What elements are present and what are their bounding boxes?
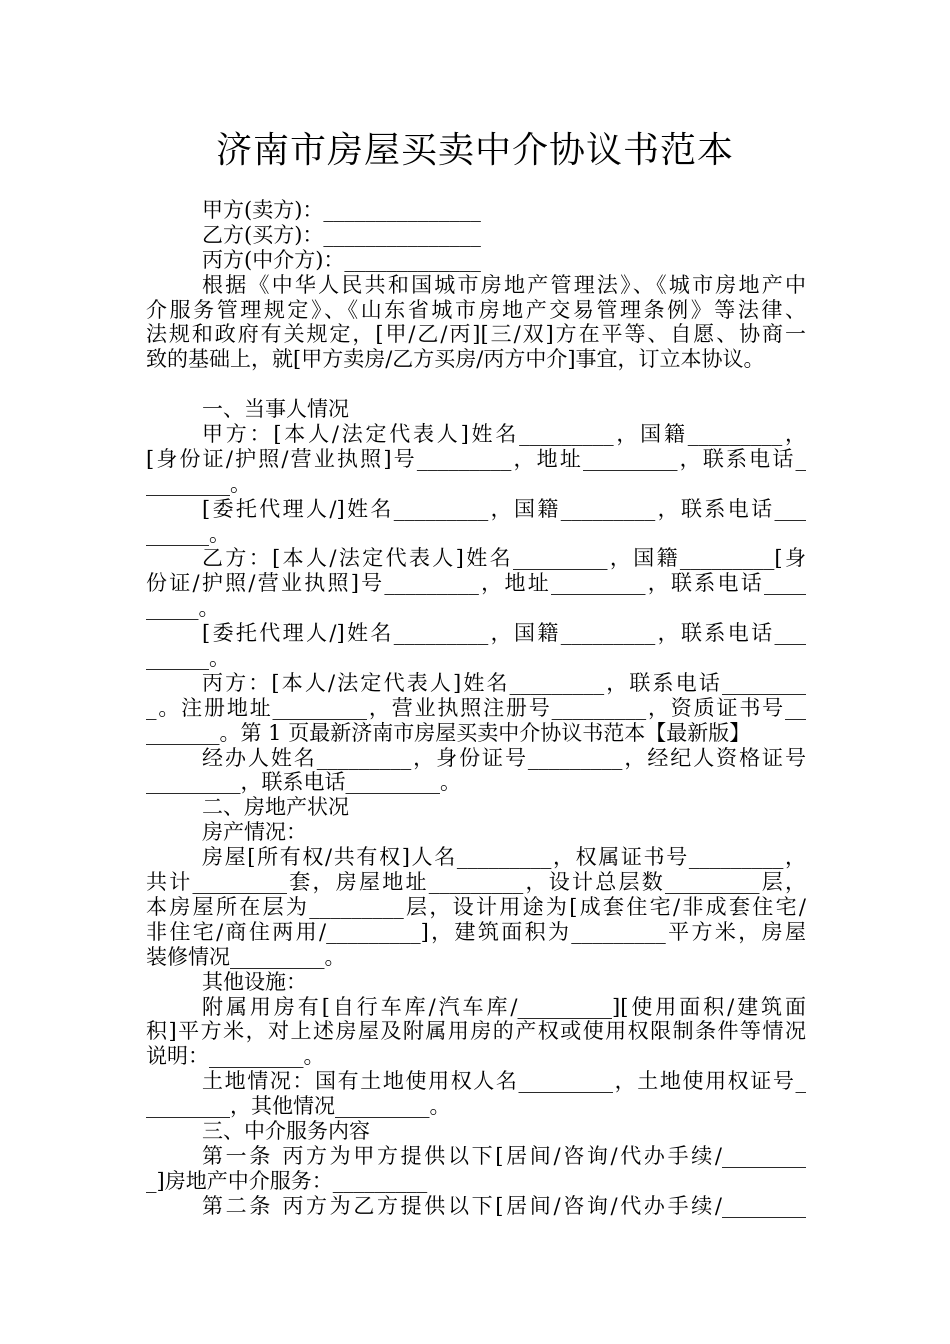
land-info-line: 土地情况：国有土地使用权人名_________，土地使用权证号_ bbox=[202, 1069, 806, 1094]
house-info-line: 共计_________套，房屋地址_________，设计总层数_________层， bbox=[146, 870, 806, 895]
preamble-line: 法规和政府有关规定，[甲/乙/丙][三/双]方在平等、自愿、协商一 bbox=[146, 322, 806, 347]
broker-info-line: _________，联系电话_________。 bbox=[146, 770, 461, 795]
preamble-line: 介服务管理规定》、《山东省城市房地产交易管理条例》等法律、 bbox=[146, 297, 806, 322]
article-1-line: 第一条 丙方为甲方提供以下[居间/咨询/代办手续/________ bbox=[202, 1143, 806, 1168]
house-info-line: 本房屋所在层为_________层，设计用途为[成套住宅/非成套住宅/ bbox=[146, 894, 806, 919]
party-b-agent-line: ______。 bbox=[146, 646, 230, 671]
broker-info-line: 经办人姓名_________，身份证号_________，经纪人资格证号 bbox=[202, 745, 806, 770]
party-a-info-line: ________。 bbox=[146, 471, 251, 496]
party-c-info-line: 丙方：[本人/法定代表人]姓名_________，联系电话________ bbox=[202, 670, 806, 695]
party-b-line: 乙方(买方)：_______________ bbox=[202, 222, 481, 247]
blank-line bbox=[146, 372, 806, 397]
subheading-facilities: 其他设施： bbox=[202, 969, 307, 994]
preamble-line: 根据《中华人民共和国城市房地产管理法》、《城市房地产中 bbox=[202, 272, 806, 297]
party-a-line: 甲方(卖方)：_______________ bbox=[202, 198, 481, 222]
article-2-line: 第二条 丙方为乙方提供以下[居间/咨询/代办手续/________ bbox=[202, 1193, 806, 1218]
facilities-line: 说明：_________。 bbox=[146, 1044, 325, 1069]
section-heading-services: 三、中介服务内容 bbox=[202, 1118, 370, 1143]
party-b-info-line: 乙方：[本人/法定代表人]姓名_________，国籍_________[身 bbox=[202, 546, 806, 571]
house-info-line: 非住宅/商住两用/_________]，建筑面积为_________平方米，房屋 bbox=[146, 919, 806, 944]
page-footer-line: _______。第 1 页最新济南市房屋买卖中介协议书范本【最新版】 bbox=[146, 720, 751, 745]
house-info-line: 房屋[所有权/共有权]人名_________，权属证书号_________， bbox=[202, 845, 806, 870]
party-c-line: 丙方(中介方)：_____________ bbox=[202, 247, 481, 272]
land-info-line: ________，其他情况_________。 bbox=[146, 1094, 451, 1119]
party-a-agent-line: ______。 bbox=[146, 521, 230, 546]
article-1-line: _]房地产中介服务：_________ bbox=[146, 1168, 428, 1193]
party-c-info-line: _。注册地址_________，营业执照注册号_________，资质证书号__ bbox=[146, 695, 806, 720]
party-b-info-line: 份证/护照/营业执照]号_________，地址_________，联系电话____ bbox=[146, 571, 806, 596]
section-heading-property: 二、房地产状况 bbox=[202, 795, 349, 820]
party-a-info-line: [身份证/护照/营业执照]号_________，地址_________，联系电话_ bbox=[146, 446, 806, 471]
party-b-agent-line: [委托代理人/]姓名_________，国籍_________，联系电话___ bbox=[202, 621, 806, 646]
party-a-agent-line: [委托代理人/]姓名_________，国籍_________，联系电话___ bbox=[202, 496, 806, 521]
facilities-line: 积]平方米，对上述房屋及附属用房的产权或使用权限制条件等情况 bbox=[146, 1019, 806, 1044]
section-heading-parties: 一、当事人情况 bbox=[202, 397, 349, 422]
preamble-line: 致的基础上，就[甲方卖房/乙方买房/丙方中介]事宜，订立本协议。 bbox=[146, 347, 765, 372]
subheading-house: 房产情况： bbox=[202, 820, 307, 845]
document-body bbox=[146, 198, 806, 1219]
document-title: 济南市房屋买卖中介协议书范本 bbox=[215, 130, 734, 171]
facilities-line: 附属用房有[自行车库/汽车库/_________][使用面积/建筑面 bbox=[202, 994, 806, 1019]
house-info-line: 装修情况_________。 bbox=[146, 944, 346, 969]
party-a-info-line: 甲方：[本人/法定代表人]姓名_________，国籍_________， bbox=[202, 422, 806, 447]
party-b-info-line: _____。 bbox=[146, 596, 220, 621]
